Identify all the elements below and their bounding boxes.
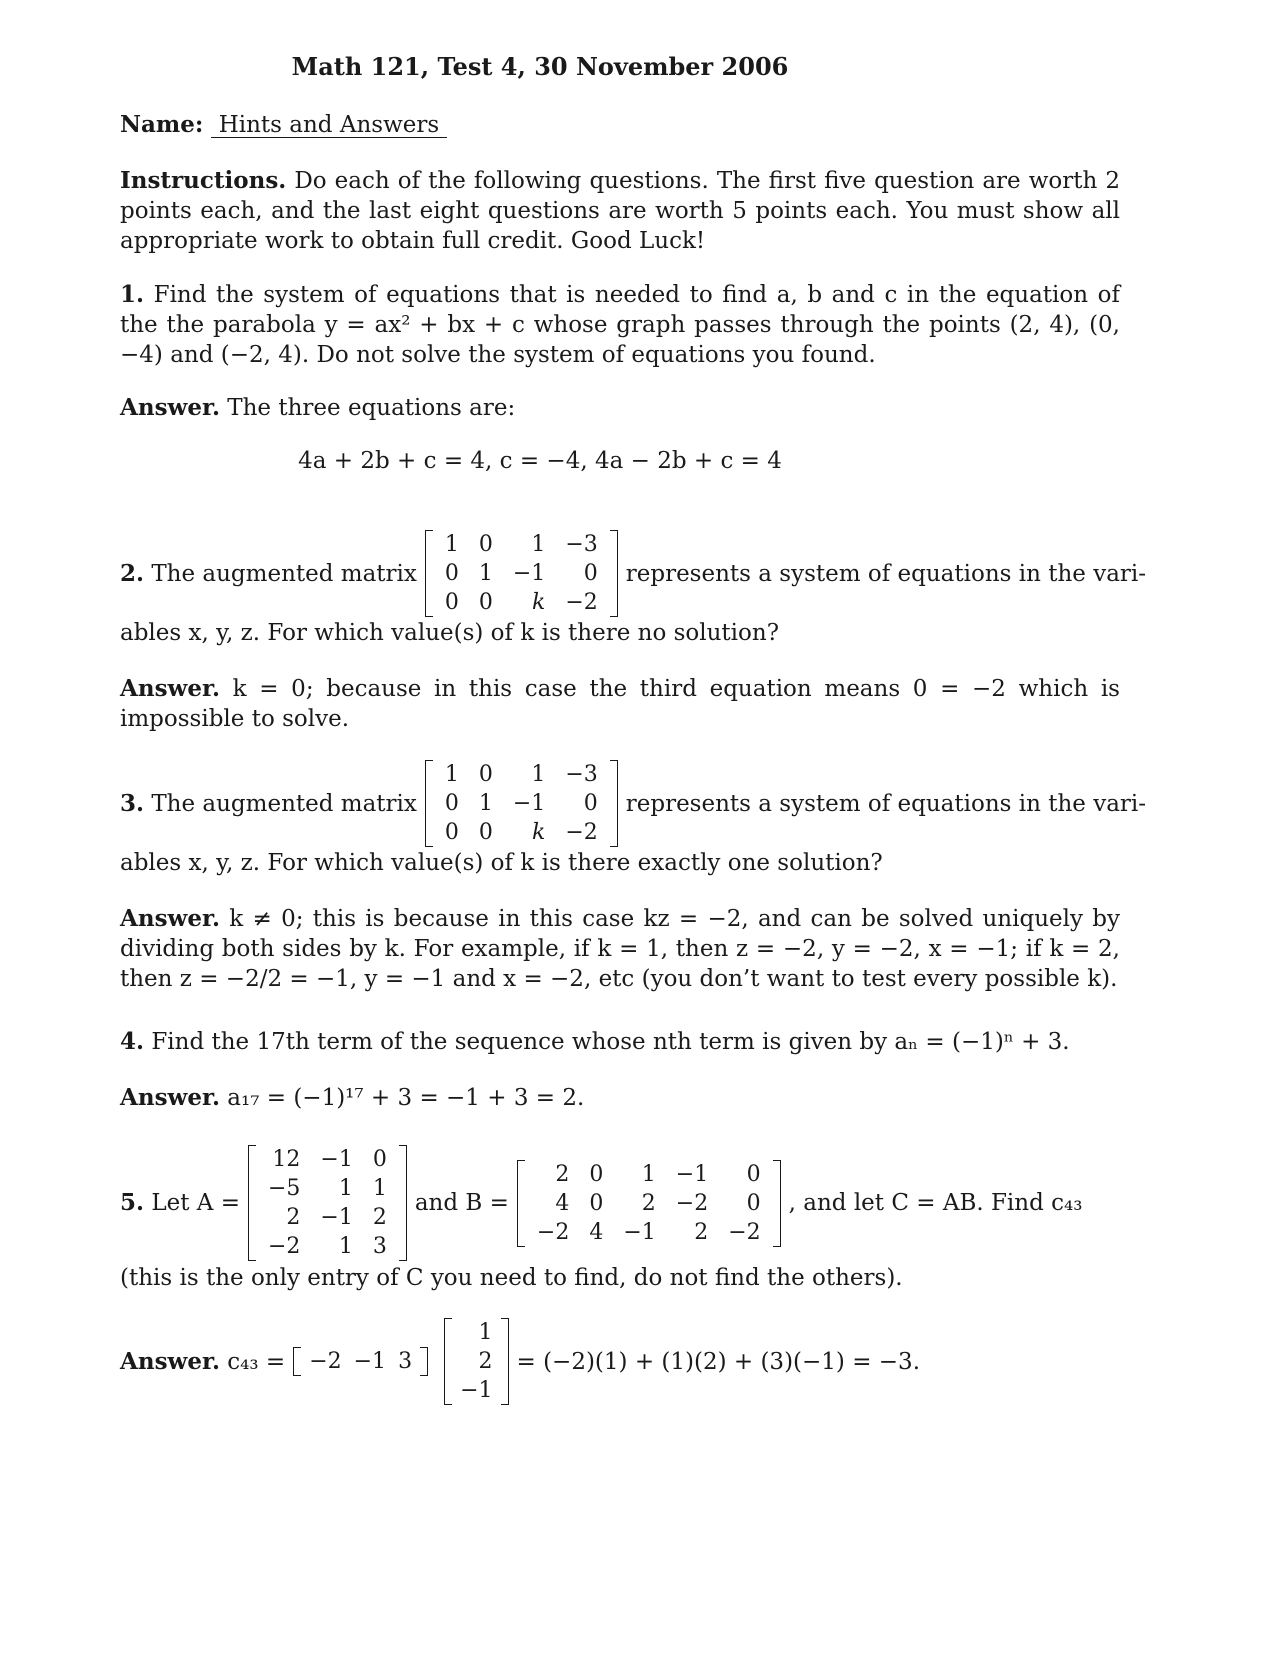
question-5-row — [120, 1145, 1120, 1261]
name-line — [120, 110, 1120, 140]
question-4-text: Find the 17th term of the sequence whose nth term is given by aₙ = (−1)ⁿ + 3. — [151, 1029, 1070, 1055]
answer-4 — [120, 1083, 1120, 1113]
matrix-entry: 0 — [444, 561, 459, 586]
matrix-entry: 1 — [338, 1234, 353, 1259]
matrix-entry: −1 — [353, 1349, 387, 1374]
matrix-entry: 2 — [555, 1161, 570, 1187]
matrix-entry: 1 — [444, 532, 459, 557]
matrix-entry: −2 — [267, 1234, 301, 1259]
matrix-entry: 4 — [555, 1190, 570, 1216]
question-3-number: 3. — [120, 789, 145, 817]
question-1-number: 1. — [120, 281, 145, 308]
matrix-entry: −1 — [320, 1205, 353, 1230]
matrix-entry: 0 — [746, 1161, 761, 1187]
page-title: Math 121, Test 4, 30 November 2006 — [291, 52, 789, 81]
matrix-entry: 0 — [589, 1161, 604, 1187]
matrix-entry: 3 — [372, 1234, 387, 1259]
matrix-entry: −2 — [675, 1190, 709, 1216]
matrix-entry: 2 — [478, 1349, 493, 1374]
matrix-entry: 0 — [746, 1190, 761, 1216]
matrix-entry: 1 — [372, 1176, 387, 1201]
question-5-and-b: and B = — [414, 1190, 509, 1216]
matrix-entry: 1 — [444, 762, 459, 787]
question-4 — [120, 1027, 1120, 1057]
matrix-entry: 4 — [589, 1219, 604, 1245]
matrix-entry: 3 — [398, 1349, 413, 1374]
matrix-entry: −2 — [728, 1219, 761, 1245]
answer-1-text: The three equations are: — [227, 395, 516, 421]
question-5-post: , and let C = AB. Find c₄₃ — [788, 1190, 1083, 1216]
question-1 — [120, 280, 1120, 370]
matrix-entry: 1 — [478, 791, 493, 816]
name-value: Hints and Answers — [211, 113, 447, 138]
answer-4-label: Answer. — [120, 1084, 220, 1111]
matrix-entry: −3 — [565, 532, 598, 557]
matrix-entry: 0 — [444, 791, 459, 816]
answer-5-rhs: = (−2)(1) + (1)(2) + (3)(−1) = −3. — [516, 1348, 920, 1375]
matrix-entry: −1 — [512, 791, 546, 816]
matrix-entry: k — [531, 820, 546, 845]
question-5-let-a: Let A = — [151, 1190, 240, 1216]
matrix-entry: 1 — [531, 532, 546, 557]
matrix-entry: −1 — [623, 1219, 656, 1245]
matrix-entry: −2 — [565, 590, 598, 615]
matrix-entry: 1 — [478, 561, 493, 586]
question-2-pre: The augmented matrix — [151, 560, 417, 587]
row-vector — [293, 1347, 428, 1376]
matrix-entry: k — [531, 590, 546, 615]
answer-2-label: Answer. — [120, 675, 220, 702]
instructions — [120, 166, 1120, 256]
matrix-entry: −3 — [565, 762, 598, 787]
matrix-entry: 12 — [272, 1147, 301, 1172]
answer-3-label: Answer. — [120, 905, 220, 932]
matrix-entry: 1 — [641, 1161, 656, 1187]
matrix-entry: 2 — [694, 1219, 709, 1245]
matrix-entry: 0 — [589, 1190, 604, 1216]
matrix-b — [517, 1160, 781, 1247]
question-2-matrix — [425, 530, 618, 617]
matrix-entry: −2 — [309, 1349, 342, 1374]
matrix-entry: −1 — [512, 561, 546, 586]
question-3-matrix — [425, 760, 618, 847]
question-3-cont: ables x, y, z. For which value(s) of k is there exactly one solution? — [120, 850, 883, 876]
matrix-entry: 0 — [372, 1147, 387, 1172]
matrix-entry: 0 — [478, 762, 493, 787]
matrix-entry: 0 — [444, 820, 459, 845]
matrix-entry: 0 — [583, 791, 598, 816]
matrix-entry: 0 — [478, 590, 493, 615]
answer-4-text: a₁₇ = (−1)¹⁷ + 3 = −1 + 3 = 2. — [227, 1085, 585, 1111]
matrix-entry: 2 — [372, 1205, 387, 1230]
question-4-number: 4. — [120, 1028, 145, 1055]
matrix-entry: −2 — [565, 820, 598, 845]
name-label: Name: — [120, 111, 204, 138]
question-3-row — [120, 760, 1147, 847]
answer-3 — [120, 904, 1120, 994]
matrix-entry: 1 — [531, 762, 546, 787]
matrix-entry: 0 — [444, 590, 459, 615]
matrix-entry: −1 — [675, 1161, 709, 1187]
matrix-entry: 0 — [478, 532, 493, 557]
matrix-entry: −1 — [460, 1378, 493, 1403]
answer-5-label: Answer. — [120, 1347, 220, 1375]
column-vector — [444, 1318, 508, 1405]
matrix-entry: −2 — [536, 1219, 570, 1245]
answer-1-equations: 4a + 2b + c = 4, c = −4, 4a − 2b + c = 4 — [298, 448, 782, 474]
matrix-a — [248, 1145, 407, 1261]
matrix-entry: −1 — [320, 1147, 353, 1172]
matrix-entry: 0 — [478, 820, 493, 845]
question-5-number: 5. — [120, 1189, 145, 1216]
matrix-entry: 0 — [583, 561, 598, 586]
matrix-entry: 1 — [478, 1320, 493, 1345]
answer-1-label: Answer. — [120, 394, 220, 421]
matrix-entry: 2 — [641, 1190, 656, 1216]
answer-5-row — [120, 1318, 1120, 1405]
answer-1 — [120, 393, 1120, 423]
answer-2-text: k = 0; because in this case the third equation means 0 = −2 which is impossible to solve. — [120, 676, 1120, 732]
matrix-entry: 2 — [286, 1205, 301, 1230]
question-5-cont: (this is the only entry of C you need to find, do not find the others). — [120, 1265, 903, 1291]
instructions-text: Do each of the following questions. The first five question are worth 2 points each, and the last eight questions are worth 5 points each. You must show all appropriate work to obtain full credit. Good Luck! — [120, 168, 1120, 254]
question-2-post: represents a system of equations in the vari- — [625, 560, 1147, 587]
matrix-entry: −5 — [267, 1176, 301, 1201]
answer-2 — [120, 674, 1120, 734]
question-2-cont: ables x, y, z. For which value(s) of k is there no solution? — [120, 620, 780, 646]
question-2-row — [120, 530, 1147, 617]
question-2-number: 2. — [120, 559, 145, 587]
question-1-text: Find the system of equations that is needed to find a, b and c in the equation of the the parabola y = ax² + bx + c whose graph passes through the points (2, 4), (0, −4) and (−2, 4). Do not solve the system of equations you found. — [120, 282, 1120, 368]
answer-5-lhs: c₄₃ = — [227, 1348, 286, 1375]
instructions-label: Instructions. — [120, 167, 287, 194]
answer-3-text: k ≠ 0; this is because in this case kz = −2, and can be solved uniquely by dividing both sides by k. For example, if k = 1, then z = −2, y = −2, x = −1; if k = 2, then z = −2/2 = −1, y = −1 and x = −2, etc (you don’t want to test every possible k). — [120, 906, 1120, 992]
question-3-pre: The augmented matrix — [151, 790, 417, 817]
question-3-post: represents a system of equations in the vari- — [625, 790, 1147, 817]
matrix-entry: 1 — [338, 1176, 353, 1201]
